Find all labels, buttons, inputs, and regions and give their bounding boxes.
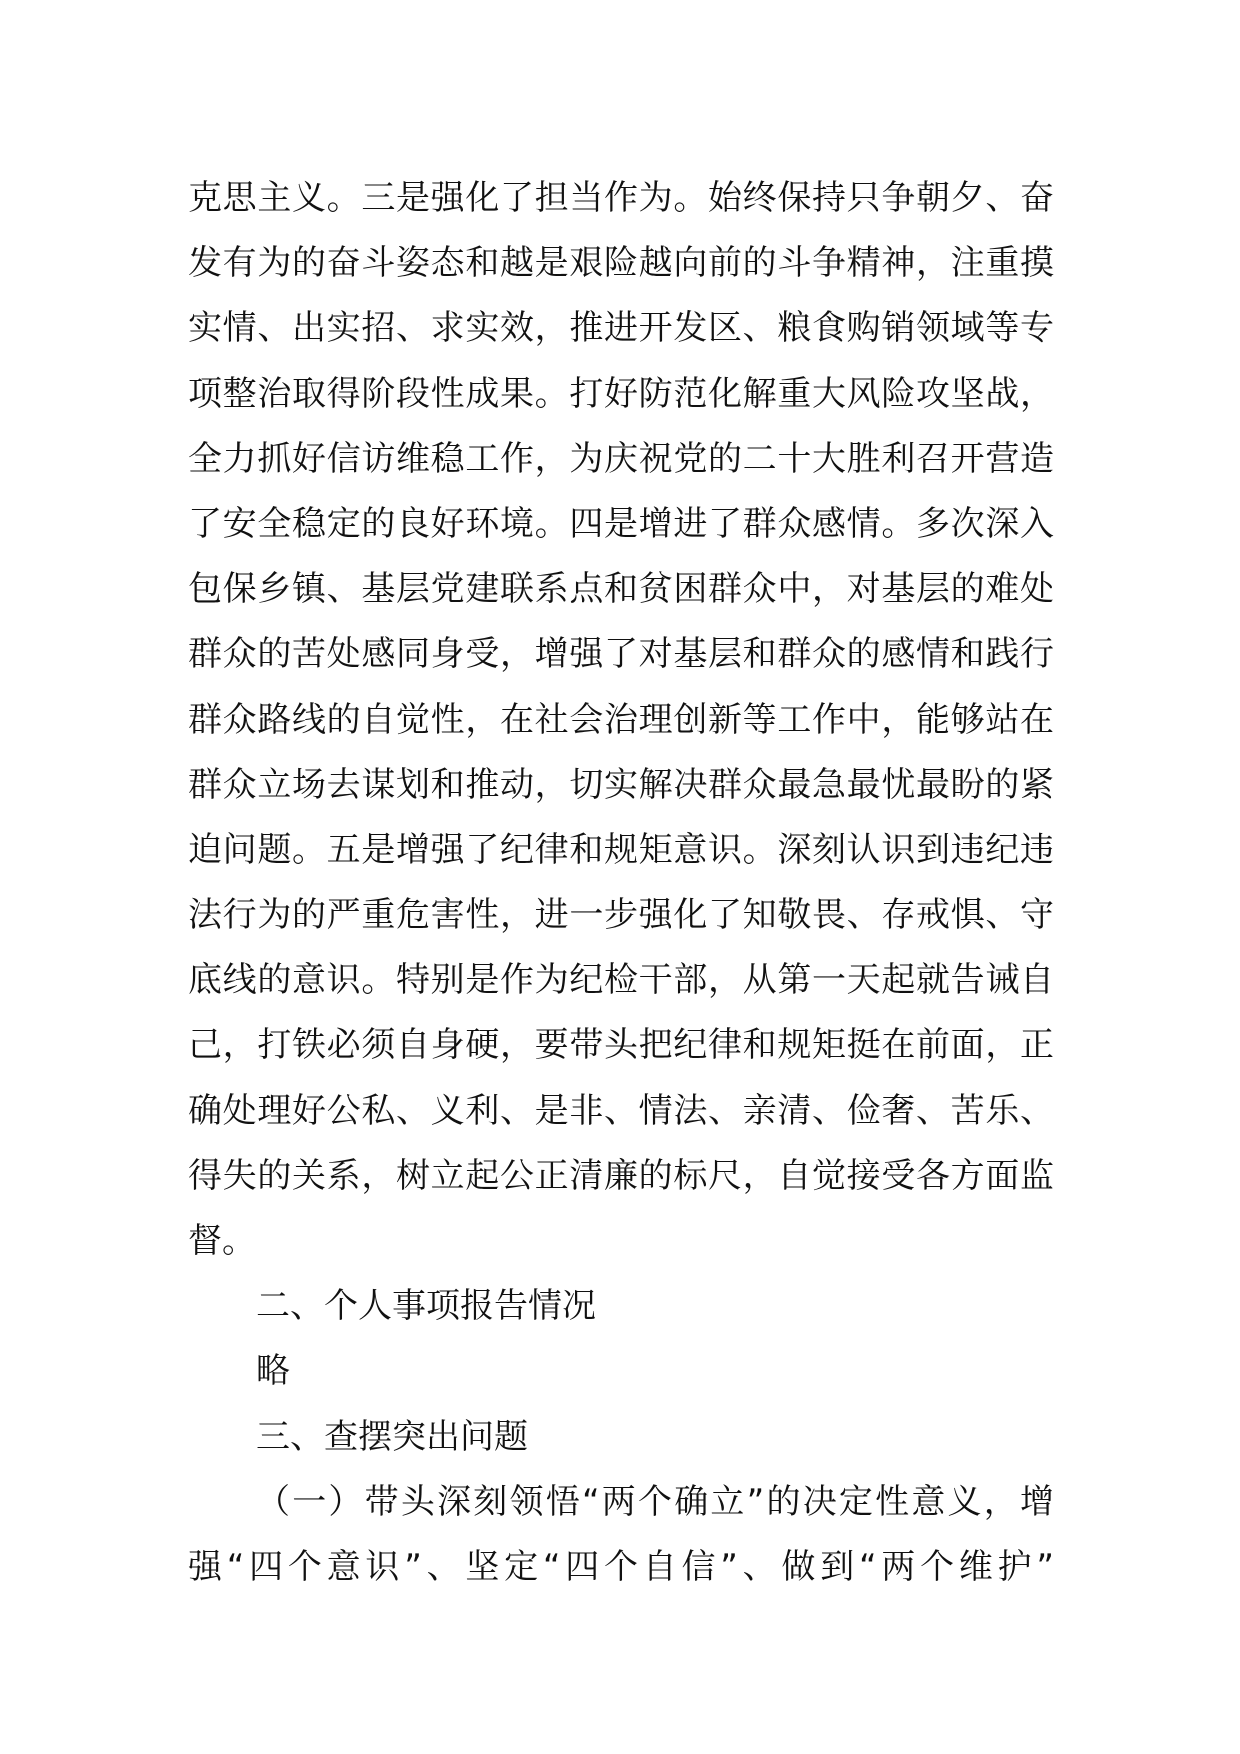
paragraph-line: 项整治取得阶段性成果。打好防范化解重大风险攻坚战， [188,373,1054,414]
paragraph-line: 迫问题。五是增强了纪律和规矩意识。深刻认识到违纪违 [188,829,1054,870]
paragraph-line: 得失的关系，树立起公正清廉的标尺，自觉接受各方面监 [188,1155,1054,1196]
section-three-heading: 三、查摆突出问题 [256,1416,528,1457]
body-paragraph [188,166,1054,1274]
paragraph-line: 全力抓好信访维稳工作，为庆祝党的二十大胜利召开营造 [188,438,1054,479]
paragraph-line: 实情、出实招、求实效，推进开发区、粮食购销领域等专 [188,308,1054,349]
paragraph-line: 群众的苦处感同身受，增强了对基层和群众的感情和践行 [188,634,1054,675]
subsection-line: 强“四个意识”、坚定“四个自信”、做到“两个维护” [188,1546,1054,1587]
document-page [188,166,1054,1600]
paragraph-line: 发有为的奋斗姿态和越是艰险越向前的斗争精神，注重摸 [188,243,1054,284]
section-two-content: 略 [256,1351,290,1392]
section-two-heading: 二、个人事项报告情况 [256,1286,596,1327]
paragraph-line: 群众立场去谋划和推动，切实解决群众最急最忧最盼的紧 [188,764,1054,805]
paragraph-line: 群众路线的自觉性，在社会治理创新等工作中，能够站在 [188,699,1054,740]
paragraph-line: 包保乡镇、基层党建联系点和贫困群众中，对基层的难处 [188,569,1054,610]
subsection-line: （一）带头深刻领悟“两个确立”的决定性意义，增 [256,1481,1054,1522]
paragraph-line: 克思主义。三是强化了担当作为。始终保持只争朝夕、奋 [188,178,1054,218]
paragraph-line: 了安全稳定的良好环境。四是增进了群众感情。多次深入 [188,503,1054,544]
paragraph-line: 确处理好公私、义利、是非、情法、亲清、俭奢、苦乐、 [188,1090,1054,1131]
paragraph-line: 底线的意识。特别是作为纪检干部，从第一天起就告诫自 [188,960,1054,1001]
paragraph-line: 己，打铁必须自身硬，要带头把纪律和规矩挺在前面，正 [188,1025,1054,1066]
paragraph-line: 法行为的严重危害性，进一步强化了知敬畏、存戒惧、守 [188,895,1054,936]
paragraph-line: 督。 [188,1221,256,1261]
